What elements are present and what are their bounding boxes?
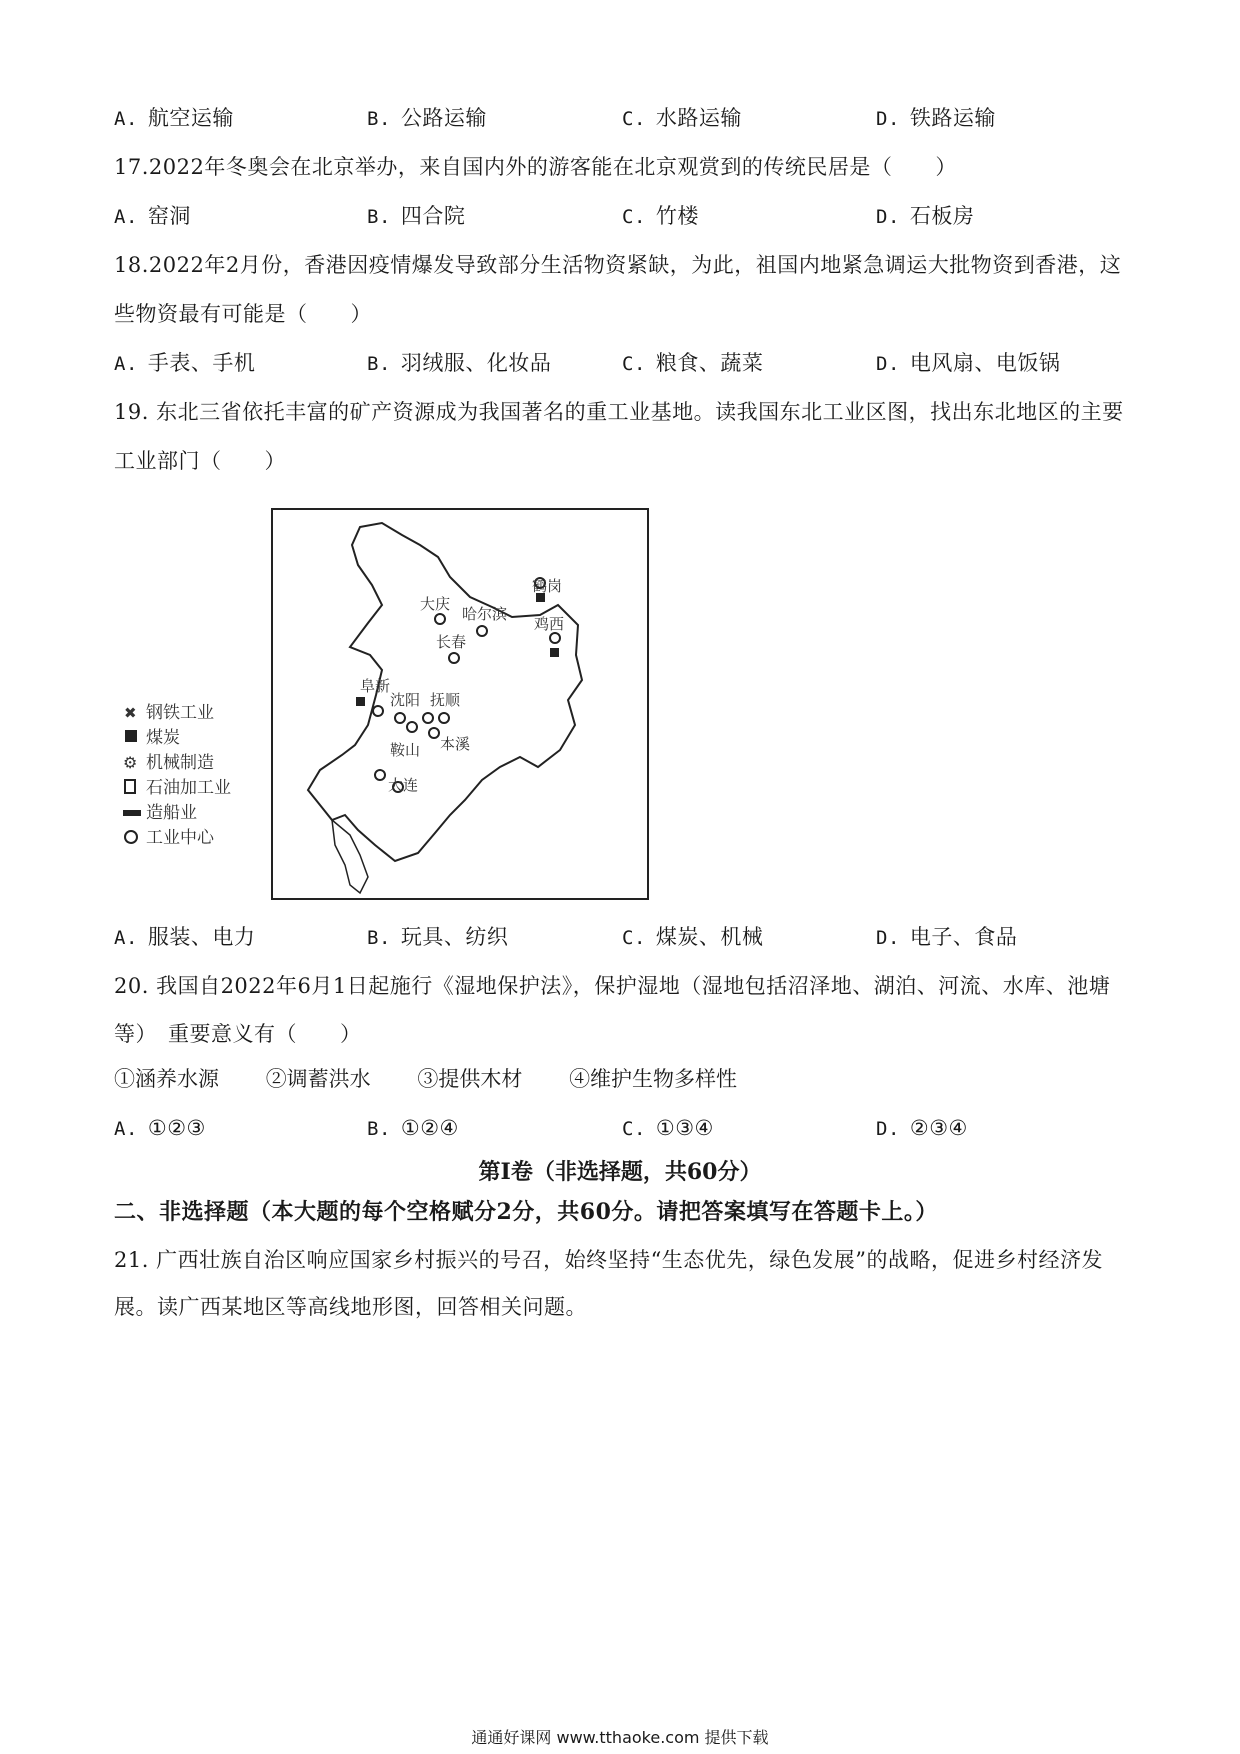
option-b: B. 羽绒服、化妆品 [367, 351, 552, 375]
coal-icon [125, 730, 137, 742]
city-label: 鹤岗 [532, 577, 563, 595]
q20-stem-line2: 等） 重要意义有（ ） [114, 1022, 362, 1046]
city-marker [550, 633, 560, 643]
option-c: C. ①③④ [622, 1116, 714, 1140]
city-label: 本溪 [440, 735, 471, 753]
q20-options [114, 1113, 1134, 1143]
q21-stem-line1: 21. 广西壮族自治区响应国家乡村振兴的号召，始终坚持“生态优先，绿色发展”的战略，促进乡村经济发 [114, 1248, 1104, 1272]
option-d: D. ②③④ [876, 1116, 968, 1140]
city-label: 沈阳 [390, 691, 421, 709]
city-marker [429, 728, 439, 738]
city-marker [423, 713, 433, 723]
ship-icon [123, 810, 141, 816]
gear-icon: ⚙ [123, 753, 138, 772]
city-label: 大庆 [420, 595, 451, 613]
oil-icon [125, 780, 135, 793]
option-d: D. 石板房 [876, 204, 975, 228]
footer-text: 通通好课网 www.tthaoke.com 提供下载 [471, 1728, 769, 1747]
option-b: B. 公路运输 [367, 106, 487, 130]
option-a: A. 服装、电力 [114, 925, 256, 949]
option-a: A. 航空运输 [114, 106, 234, 130]
city-label: 鸡西 [534, 615, 565, 633]
option-c: C. 水路运输 [622, 106, 742, 130]
q16-options [114, 103, 1134, 133]
q19-stem-line1: 19. 东北三省依托丰富的矿产资源成为我国著名的重工业基地。读我国东北工业区图，找出东北地区的主要 [114, 400, 1124, 424]
legend-label: 机械制造 [146, 753, 214, 773]
q20-item: ③提供木材 [417, 1067, 523, 1091]
q20-items [114, 1064, 777, 1094]
option-a: A. 手表、手机 [114, 351, 256, 375]
city-marker [373, 706, 383, 716]
q20-item: ①涵养水源 [114, 1067, 219, 1091]
city-marker [439, 713, 449, 723]
city-label: 长春 [436, 633, 467, 651]
q21-stem-line2: 展。读广西某地区等高线地形图，回答相关问题。 [114, 1295, 587, 1319]
section-title: 第Ⅰ卷（非选择题，共60分） [478, 1159, 762, 1185]
q19-options [114, 922, 1134, 952]
city-label: 抚顺 [430, 691, 461, 709]
city-marker [375, 770, 385, 780]
city-marker [435, 614, 445, 624]
peninsula-outline [332, 820, 368, 893]
city-label: 阜新 [360, 677, 391, 695]
coal-marker [356, 697, 365, 706]
coal-marker [550, 648, 559, 657]
legend-label: 石油加工业 [146, 778, 231, 798]
northeast-industry-map [120, 505, 660, 905]
city-label: 鞍山 [390, 741, 421, 759]
city-label: 大连 [388, 776, 419, 794]
section-heading: 二、非选择题（本大题的每个空格赋分2分，共60分。请把答案填写在答题卡上。） [114, 1199, 938, 1225]
q17-stem: 17.2022年冬奥会在北京举办，来自国内外的游客能在北京观赏到的传统民居是（ ） [114, 155, 957, 179]
legend-label: 造船业 [146, 803, 197, 823]
q17-options [114, 201, 1134, 231]
center-icon [125, 831, 137, 843]
city-label: 哈尔滨 [462, 605, 508, 623]
city-marker [407, 722, 417, 732]
option-b: B. ①②④ [367, 1116, 459, 1140]
option-c: C. 竹楼 [622, 204, 699, 228]
option-d: D. 电子、食品 [876, 925, 1018, 949]
q20-stem-line1: 20. 我国自2022年6月1日起施行《湿地保护法》，保护湿地（湿地包括沼泽地、湖泊、河流、水库、池塘 [114, 974, 1111, 998]
city-marker [477, 626, 487, 636]
option-c: C. 粮食、蔬菜 [622, 351, 764, 375]
option-a: A. 窑洞 [114, 204, 191, 228]
q18-stem-line2: 些物资最有可能是（ ） [114, 302, 372, 326]
q20-item: ④维护生物多样性 [569, 1067, 738, 1091]
q18-options [114, 348, 1134, 378]
q18-stem-line1: 18.2022年2月份，香港因疫情爆发导致部分生活物资紧缺，为此，祖国内地紧急调运大批物资到香港，这 [114, 253, 1122, 277]
legend-label: 钢铁工业 [146, 703, 214, 723]
option-a: A. ①②③ [114, 1116, 206, 1140]
option-d: D. 铁路运输 [876, 106, 996, 130]
legend-label: 工业中心 [146, 828, 214, 848]
legend-label: 煤炭 [146, 728, 180, 748]
city-marker [449, 653, 459, 663]
option-c: C. 煤炭、机械 [622, 925, 764, 949]
option-b: B. 玩具、纺织 [367, 925, 509, 949]
steel-icon: ✖ [124, 704, 137, 722]
q20-item: ②调蓄洪水 [265, 1067, 371, 1091]
q19-stem-line2: 工业部门（ ） [114, 449, 286, 473]
city-marker [395, 713, 405, 723]
option-d: D. 电风扇、电饭锅 [876, 351, 1061, 375]
option-b: B. 四合院 [367, 204, 466, 228]
